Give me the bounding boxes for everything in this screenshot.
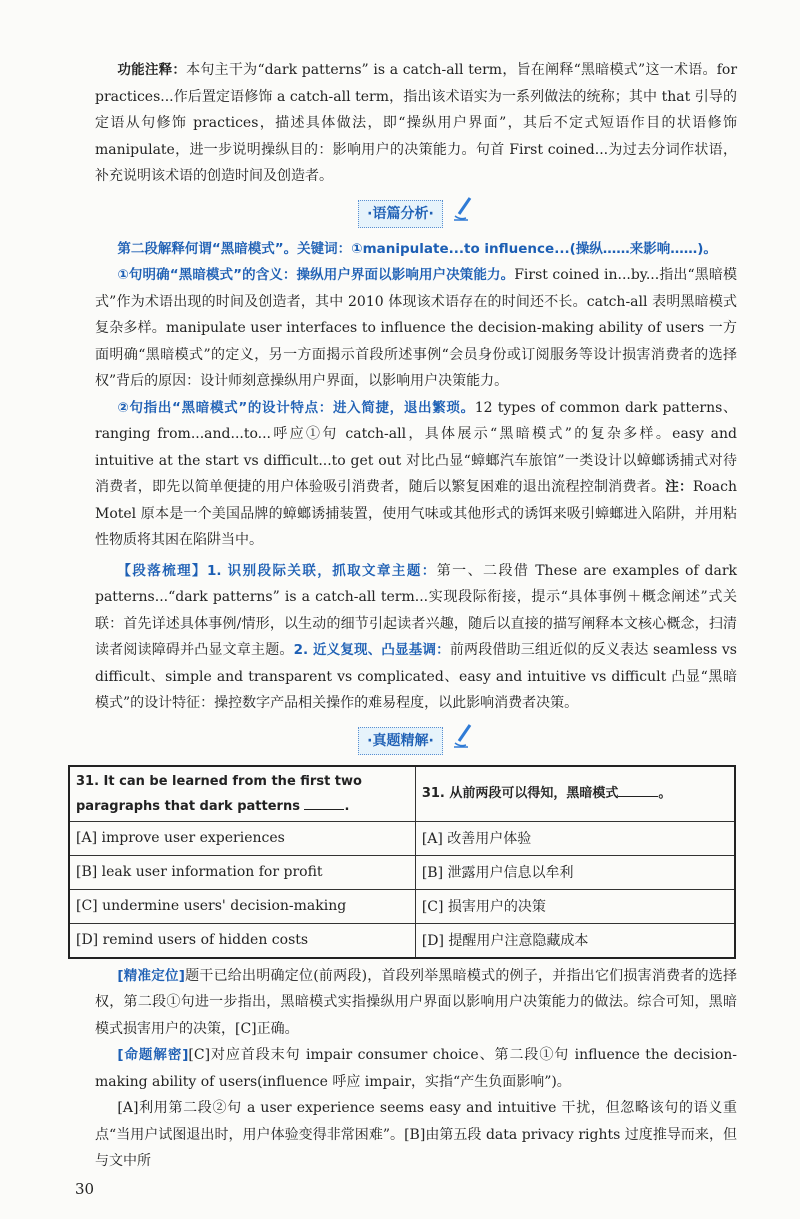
question-table [68,765,736,959]
option-row [69,821,735,855]
location-text: 题干已给出明确定位(前两段)，首段列举黑暗模式的例子，并指出它们损害消费者的选择权，第二段①句进一步指出，黑暗模式实指操纵用户界面以影响用户决策能力的做法。综合可知，黑暗模式损害用户的决策，[C]正确。 [95,967,738,1037]
section-header-discourse [95,196,737,232]
option-row [69,923,735,958]
section-title: ·真题精解· [358,727,443,755]
sentence2-label: ②句指出“黑暗模式”的设计特点：进入简捷，退出繁琐。 [117,399,475,416]
sentence1-label: ①句明确“黑暗模式”的含义：操纵用户界面以影响用户决策能力。 [117,267,515,283]
note-label: 注： [665,479,693,495]
question-zh-end: 。 [658,786,672,801]
sentence2-text: 12 types of common dark patterns、ranging from...and...to...呼应①句 catch-all，具体展示“黑暗模式”的复杂多样。easy and intuitive at the start vs difficult...to get out 对比凸显“蟑螂汽车旅馆”一类设计以蟑螂诱捕式对待消费者，即先以简单便捷的用户体验吸引消费者，随后以繁复困难的退出流程控制消费者。 [95,399,737,495]
pen-icon [452,196,474,232]
structure-heading-1: 1. 识别段际关联，抓取文章主题： [207,562,437,579]
section-header-questions [95,723,737,759]
option-zh: [B] 泄露用户信息以牟利 [415,855,735,889]
page-number: 30 [75,1179,95,1198]
question-en [69,766,415,822]
function-note-text: 本句主干为“dark patterns” is a catch-all term，旨在阐释“黑暗模式”这一术语。for practices...作后置定语修饰 a catch-all term，指出该术语实为一系列做法的统称；其中 that 引导的定语从句修饰 practices，描述具体做法，即“操纵用户界面”，其后不定式短语作目的状语修饰 manipulate，进一步说明操纵目的：影响用户的决策能力。句首 First coined...为过去分词作状语，补充说明该术语的创造时间及创造者。 [95,62,738,184]
option-en: [B] leak user information for profit [69,855,415,889]
option-zh: [D] 提醒用户注意隐藏成本 [415,923,735,958]
structure-text-2: 前两段借助三组近似的反义表达 seamless vs difficult、simple and transparent vs complicated、easy and intuitive vs difficult 凸显“黑暗模式”的设计特征：操控数字产品相关操作的难易程度，以此影响消费者决策。 [95,642,737,711]
sentence1-text: First coined in...by...指出“黑暗模式”作为术语出现的时间及创造者，其中 2010 体现该术语存在的时间还不长。catch-all 表明黑暗模式复杂多样。manipulate user interfaces to influence the decision-making ability of users 一方面明确“黑暗模式”的定义，另一方面揭示首段所述事例“会员身份或订阅服务等设计损害消费者的选择权”背后的原因：设计师刻意操纵用户界面，以影响用户决策能力。 [95,267,737,389]
question-table-wrap [68,765,737,959]
note-text: Roach Motel 原本是一个美国品牌的蟑螂诱捕装置，使用气味或其他形式的诱饵来吸引蟑螂进入陷阱，并用粘性物质将其困在陷阱当中。 [95,479,737,548]
decode-text: [C]对应首段末句 impair consumer choice、第二段①句 influence the decision-making ability of users(influence 呼应 impair，实指“产生负面影响”)。 [95,1047,737,1090]
section-title: ·语篇分析· [358,200,443,228]
function-note [95,57,737,190]
pen-icon [452,723,474,759]
answer-blank [304,797,344,810]
option-row [69,889,735,923]
discourse-analysis [95,236,737,554]
option-en: [D] remind users of hidden costs [69,923,415,958]
question-zh-text: 31. 从前两段可以得知，黑暗模式 [421,786,619,801]
option-en: [A] improve user experiences [69,821,415,855]
structure-tag: 【段落梳理】 [117,562,207,579]
structure-heading-2: 2. 近义复现、凸显基调： [293,642,450,658]
question-row [69,766,735,822]
question-en-end: . [344,798,350,814]
question-zh [415,766,735,822]
paragraph-structure [95,558,737,717]
option-zh: [A] 改善用户体验 [415,821,735,855]
function-note-label: 功能注释： [117,62,187,78]
analysis-intro: 第二段解释何谓“黑暗模式”。关键词：①manipulate...to influence...(操纵……来影响……)。 [117,240,717,257]
structure-text-1: 第一、二段借 These are examples of dark patterns...“dark patterns” is a catch-all term...实现段际衔接，提示“具体事例＋概念阐述”式关联：首先详述具体事例/情形，以生动的细节引起读者兴趣，随后以直接的描写阐释本文核心概念，扫清读者阅读障碍并凸显文章主题。 [95,562,737,658]
answer-blank [618,784,658,797]
option-en: [C] undermine users' decision-making [69,889,415,923]
question-en-text: 31. It can be learned from the first two paragraphs that dark patterns [76,773,362,814]
distractor-text: [A]利用第二段②句 a user experience seems easy and intuitive 干扰，但忽略该句的语义重点“当用户试图退出时，用户体验变得非常困难”。[B]由第五段 data privacy rights 过度推导而来，但与文中所 [95,1100,737,1169]
decode-label: [命题解密] [117,1047,189,1063]
location-label: [精准定位] [117,967,185,984]
option-row [69,855,735,889]
answer-explanation [95,963,737,1175]
option-zh: [C] 损害用户的决策 [415,889,735,923]
